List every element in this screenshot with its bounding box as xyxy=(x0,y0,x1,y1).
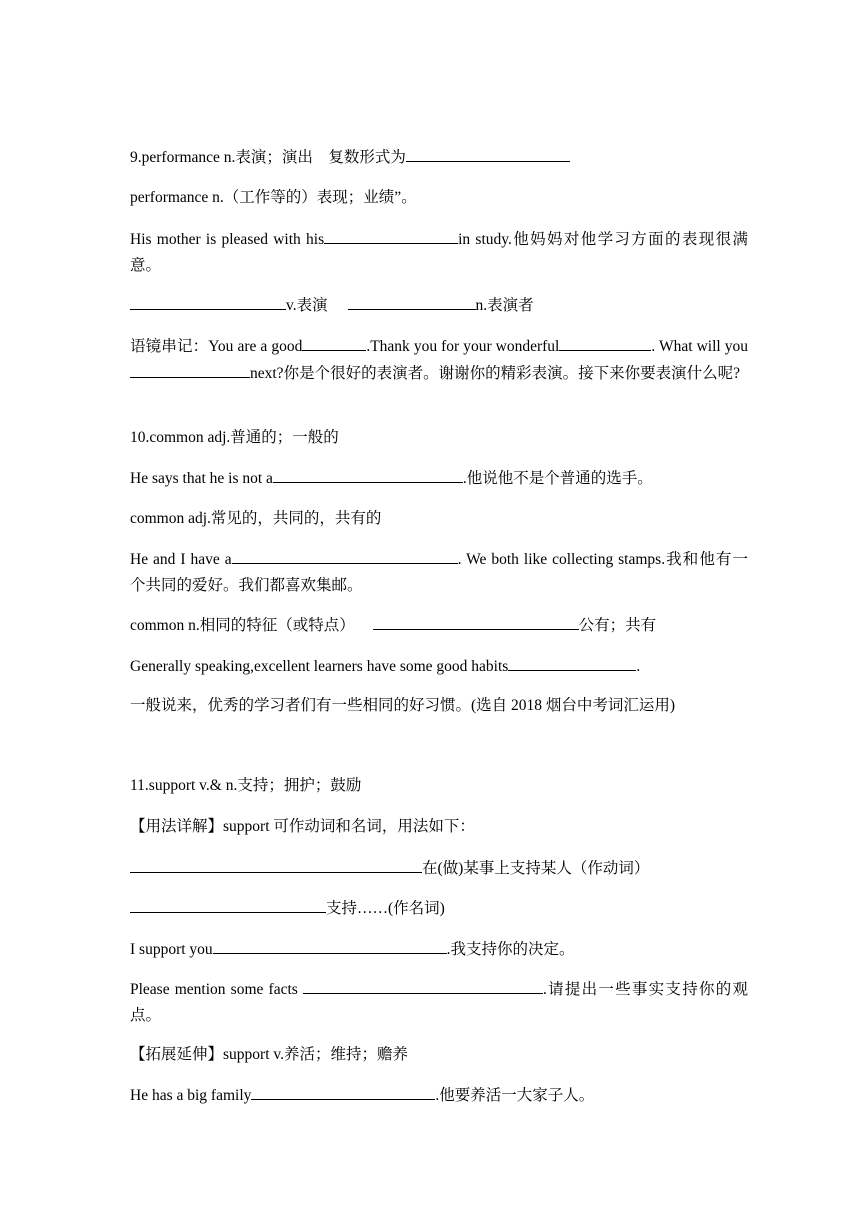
fill-blank[interactable] xyxy=(508,653,636,671)
example-sentence: Please mention some facts .请提出一些事实支持你的观点。 xyxy=(130,976,748,1029)
fill-blank[interactable] xyxy=(373,612,579,630)
fill-blank[interactable] xyxy=(251,1082,435,1100)
usage-heading: 【用法详解】support 可作动词和名词，用法如下： xyxy=(130,818,475,835)
example-sentence: He and I have a . We both like collecting stamps.我和他有一个共同的爱好。我们都喜欢集邮。 xyxy=(130,546,748,599)
item-10-heading: 10.common adj.普通的；一般的 xyxy=(130,429,339,446)
fill-blank[interactable] xyxy=(302,333,366,351)
example-sentence: He has a big family .他要养活一大家子人。 xyxy=(130,1082,748,1109)
translation-line: 一般说来，优秀的学习者们有一些相同的好习惯。(选自 2018 烟台中考词汇运用) xyxy=(130,697,676,714)
example-sentence: His mother is pleased with his in study.他妈妈对他学习方面的表现很满意。 xyxy=(130,226,748,279)
fill-blank[interactable] xyxy=(348,292,476,310)
word-forms-line: v.表演 n.表演者 xyxy=(130,292,748,319)
extension-heading: 【拓展延伸】support v.养活；维持；赡养 xyxy=(130,1046,408,1063)
fill-blank[interactable] xyxy=(130,292,286,310)
context-memory-passage: 语镜串记：You are a good .Thank you for your wonderful . What will younext?你是个很好的表演者。谢谢你的精彩表演。接下来你要表演什么呢? xyxy=(130,333,748,387)
definition-line: common n.相同的特征（或特点） 公有；共有 xyxy=(130,612,748,639)
fill-blank[interactable] xyxy=(303,976,543,994)
fill-blank[interactable] xyxy=(232,546,458,564)
fill-blank[interactable] xyxy=(559,333,651,351)
definition-line: performance n.（工作等的）表现；业绩”。 xyxy=(130,189,417,206)
fill-blank[interactable] xyxy=(406,144,570,162)
fill-blank[interactable] xyxy=(130,855,422,873)
example-sentence: Generally speaking,excellent learners have some good habits . xyxy=(130,653,748,680)
usage-line: 支持……(作名词) xyxy=(130,895,748,922)
example-sentence: He says that he is not a .他说他不是个普通的选手。 xyxy=(130,465,748,492)
fill-blank[interactable] xyxy=(273,465,463,483)
definition-line: common adj.常见的，共同的，共有的 xyxy=(130,510,382,527)
fill-blank[interactable] xyxy=(324,226,458,244)
item-9-heading: 9.performance n.表演；演出 复数形式为 xyxy=(130,144,748,171)
fill-blank[interactable] xyxy=(130,895,326,913)
fill-blank[interactable] xyxy=(213,936,447,954)
item-11-heading: 11.support v.& n.支持；拥护；鼓励 xyxy=(130,777,362,794)
example-sentence: I support you .我支持你的决定。 xyxy=(130,936,748,963)
usage-line: 在(做)某事上支持某人（作动词） xyxy=(130,855,748,882)
fill-blank[interactable] xyxy=(130,360,250,378)
